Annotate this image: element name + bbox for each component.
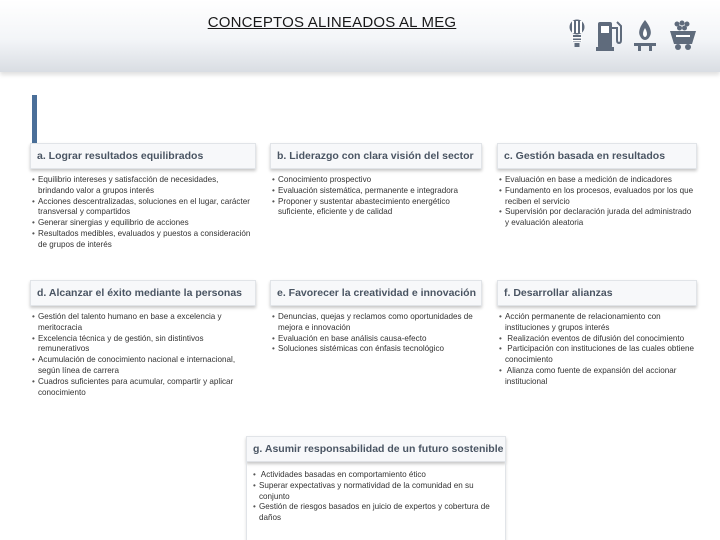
card-g [246, 436, 506, 540]
card-d [30, 280, 256, 398]
card-a-list [30, 175, 256, 251]
card-d-title: d. Alcanzar el éxito mediante la personas [30, 280, 256, 306]
card-a [30, 143, 256, 251]
card-g-list [251, 470, 501, 524]
list-item: • Gestión de riesgos basados en juicio de expertos y cobertura de daños [251, 502, 501, 524]
card-d-list [30, 312, 256, 398]
list-item: • Gestión del talento humano en base a excelencia y meritocracia [30, 312, 256, 334]
mining-cart-icon [668, 18, 698, 52]
list-item: • Cuadros suficientes para acumular, compartir y aplicar conocimiento [30, 377, 256, 399]
card-a-title: a. Lograr resultados equilibrados [30, 143, 256, 169]
lightbulb-icon [568, 18, 586, 52]
list-item: • Supervisión por declaración jurada del administrado y evaluación aleatoria [497, 207, 697, 229]
card-g-body [246, 462, 506, 540]
card-c-title: c. Gestión basada en resultados [497, 143, 697, 169]
card-f [497, 280, 697, 388]
list-item: • Fundamento en los procesos, evaluados por los que reciben el servicio [497, 186, 697, 208]
card-f-list [497, 312, 697, 388]
card-g-title: g. Asumir responsabilidad de un futuro sostenible [246, 436, 506, 462]
list-item: • Denuncias, quejas y reclamos como oportunidades de mejora e innovación [270, 312, 482, 334]
list-item: • Acción permanente de relacionamiento con instituciones y grupos interés [497, 312, 697, 334]
list-item: • Actividades basadas en comportamiento ético [251, 470, 501, 481]
fuel-pump-icon [596, 18, 622, 52]
list-item: • Alianza como fuente de expansión del accionar institucional [497, 366, 697, 388]
list-item: • Conocimiento prospectivo [270, 175, 482, 186]
list-item: • Excelencia técnica y de gestión, sin distintivos remunerativos [30, 334, 256, 356]
list-item: • Evaluación en base a medición de indicadores [497, 175, 697, 186]
card-b-title: b. Liderazgo con clara visión del sector [270, 143, 482, 169]
list-item: • Evaluación en base análisis causa-efecto [270, 334, 482, 345]
card-c [497, 143, 697, 229]
page-title: CONCEPTOS ALINEADOS AL MEG [207, 14, 457, 31]
list-item: • Evaluación sistemática, permanente e integradora [270, 186, 482, 197]
card-b-list [270, 175, 482, 218]
list-item: • Realización eventos de difusión del conocimiento [497, 334, 697, 345]
list-item: • Soluciones sistémicas con énfasis tecnológico [270, 344, 482, 355]
card-e-list [270, 312, 482, 355]
card-e-title: e. Favorecer la creatividad e innovación [270, 280, 482, 306]
list-item: • Equilibrio intereses y satisfacción de necesidades, brindando valor a grupos interés [30, 175, 256, 197]
list-item: • Resultados medibles, evaluados y puestos a consideración de grupos de interés [30, 229, 256, 251]
gas-flame-icon [632, 18, 658, 52]
sector-icons [568, 18, 698, 52]
list-item: • Generar sinergias y equilibrio de acciones [30, 218, 256, 229]
list-item: • Acumulación de conocimiento nacional e internacional, según línea de carrera [30, 355, 256, 377]
accent-bar [32, 95, 37, 143]
card-b [270, 143, 482, 218]
list-item: • Acciones descentralizadas, soluciones en el lugar, carácter transversal y compartidos [30, 197, 256, 219]
list-item: • Superar expectativas y normatividad de la comunidad en su conjunto [251, 481, 501, 503]
card-f-title: f. Desarrollar alianzas [497, 280, 697, 306]
list-item: • Proponer y sustentar abastecimiento energético suficiente, eficiente y de calidad [270, 197, 482, 219]
header-bar [0, 0, 720, 72]
card-e [270, 280, 482, 355]
card-c-list [497, 175, 697, 229]
list-item: • Participación con instituciones de las cuales obtiene conocimiento [497, 344, 697, 366]
